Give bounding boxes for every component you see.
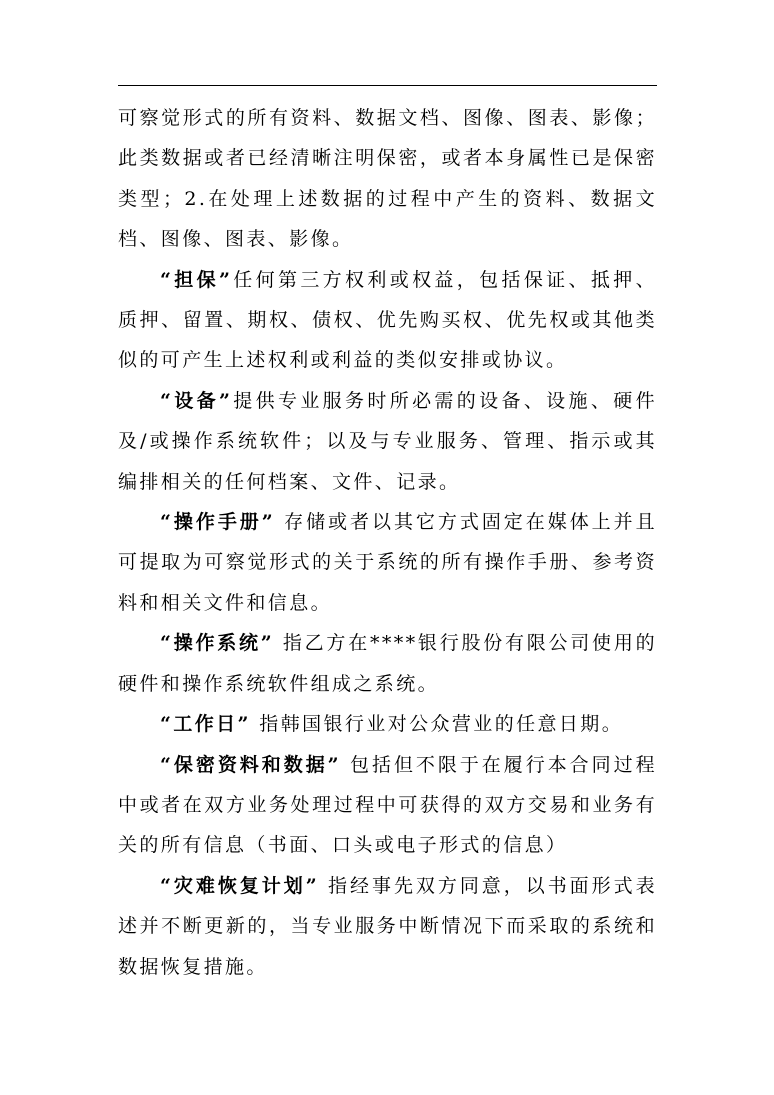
definition-text: 指韩国银行业对公众营业的任意日期。 xyxy=(250,713,624,736)
definition-term: “担保” xyxy=(160,268,233,291)
definition-equipment xyxy=(118,381,657,502)
definition-term: “保密资料和数据” xyxy=(160,753,341,776)
definition-business-day xyxy=(118,704,657,744)
definition-guarantee xyxy=(118,260,657,381)
definition-text: 任何第三方权利或权益，包括保证、抵押、质押、留置、期权、债权、优先购买权、优先权或其他类似的可产生上述权利或利益的类似安排或协议。 xyxy=(118,268,657,372)
definition-term: “操作手册” xyxy=(160,511,276,534)
paragraph-text: 可察觉形式的所有资料、数据文档、图像、图表、影像；此类数据或者已经清晰注明保密，或者本身属性已是保密类型；2.在处理上述数据的过程中产生的资料、数据文档、图像、图表、影像。 xyxy=(118,107,657,251)
definition-text: 指乙方在****银行股份有限公司使用的硬件和操作系统软件组成之系统。 xyxy=(118,632,657,695)
definition-term: “设备” xyxy=(160,389,233,412)
definition-disaster-recovery xyxy=(118,866,657,987)
definition-operating-system xyxy=(118,623,657,704)
definition-term: “操作系统” xyxy=(160,632,275,655)
definition-term: “灾难恢复计划” xyxy=(160,874,320,897)
definition-text: 提供专业服务时所必需的设备、设施、硬件及/或操作系统软件；以及与专业服务、管理、指示或其编排相关的任何档案、文件、记录。 xyxy=(118,389,657,493)
paragraph-continuation xyxy=(118,98,657,260)
definition-operation-manual xyxy=(118,502,657,623)
definition-text: 存储或者以其它方式固定在媒体上并且可提取为可察觉形式的关于系统的所有操作手册、参考资料和相关文件和信息。 xyxy=(118,511,657,614)
definition-text: 包括但不限于在履行本合同过程中或者在双方业务处理过程中可获得的双方交易和业务有关的所有信息（书面、口头或电子形式的信息） xyxy=(118,753,657,857)
definition-confidential-data xyxy=(118,745,657,866)
header-rule xyxy=(118,85,657,86)
definition-term: “工作日” xyxy=(160,713,251,736)
document-body xyxy=(118,98,657,987)
definition-text: 指经事先双方同意，以书面形式表述并不断更新的，当专业服务中断情况下而采取的系统和数据恢复措施。 xyxy=(118,874,657,978)
